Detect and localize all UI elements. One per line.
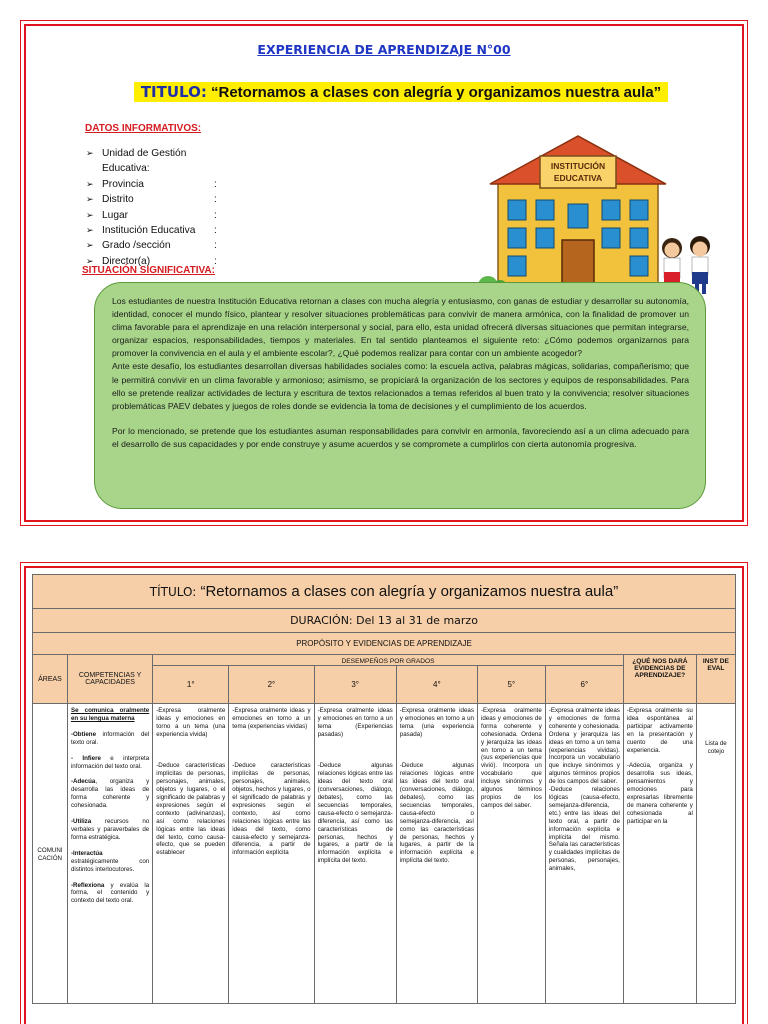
- desempeno-grade-2: -Expresa oralmente ideas y emociones en torno a un tema (experiencias vividas) -Deduce características implícitas de personas, personajes, animales, objetos, hechos y lugares, o el significado de palabras y expresiones según el contexto, así como relaciones lógicas entre las ideas del texto, como causa-efecto y semejanza-diferencia, a partir de información explícita: [229, 704, 314, 1004]
- grade-header-5: 5°: [477, 666, 545, 704]
- info-list: [86, 146, 386, 269]
- info-item: ➢ Distrito :: [86, 192, 386, 207]
- sign-line-2: EDUCATIVA: [553, 173, 603, 183]
- desempeno-grade-3: -Expresa oralmente ideas y emociones en torno a un tema (Experiencias pasadas) -Deduce algunas relaciones lógicas entre las ideas del texto oral (conversaciones, diálogo, debates), como las secuencias temporales, causa-efecto o semejanza-diferencia, así como las características de personas, hechos y lugares, a partir de la información explícita e implícita del texto.: [314, 704, 396, 1004]
- info-item: ➢ Provincia :: [86, 177, 386, 192]
- datos-informativos-heading: DATOS INFORMATIVOS:: [85, 123, 202, 134]
- arrow-bullet-icon: ➢: [86, 225, 94, 236]
- situacion-text-box: [94, 282, 706, 509]
- info-item: ➢ Director(a) :: [86, 254, 386, 269]
- header-instrumento: INST DE EVAL: [696, 655, 735, 704]
- table-row: [33, 704, 736, 1004]
- header-desempenos: DESEMPEÑOS POR GRADOS: [153, 655, 624, 666]
- arrow-bullet-icon: ➢: [86, 209, 94, 220]
- situacion-significativa-heading: SITUACIÓN SIGNIFICATIVA:: [82, 265, 215, 276]
- grade-header-1: 1°: [153, 666, 229, 704]
- document-page-1: [24, 24, 744, 522]
- info-item: ➢ Grado /sección :: [86, 238, 386, 253]
- grade-header-2: 2°: [229, 666, 314, 704]
- capacidad-item: -Reflexiona y evalúa la forma, el contenido y contexto del texto oral.: [70, 881, 150, 905]
- desempeno-grade-5: -Expresa oralmente ideas y emociones de forma coherente y cohesionada. Ordena y jerarquiza las ideas en torno a un tema (sus experiencias que vivió). Incorpora un vocabulario que incluye sinónimos y algunos términos propios de los campos del saber.: [477, 704, 545, 1004]
- desempeno-grade-1: -Expresa oralmente ideas y emociones en torno a un tema (una experiencia vivida) -Deduce características implícitas de personas, personajes, animales, objetos y lugares, o el significado de palabras y expresiones según el contexto (adivinanzas), así como relaciones lógicas entre las ideas del texto, como causa-efecto, que se pueden establecer: [153, 704, 229, 1004]
- header-evidencias: ¿QUÉ NOS DARÁ EVIDENCIAS DE APRENDIZAJE?: [623, 655, 696, 704]
- arrow-bullet-icon: ➢: [86, 148, 94, 158]
- info-item: ➢ Institución Educativa :: [86, 223, 386, 238]
- grade-header-6: 6°: [545, 666, 623, 704]
- capacidad-item: - Infiere e interpreta información del texto oral.: [70, 754, 150, 770]
- capacidad-item: -Adecúa, organiza y desarrolla las ideas de forma coherente y cohesionada.: [70, 778, 150, 810]
- arrow-bullet-icon: ➢: [86, 194, 94, 205]
- sign-line-1: INSTITUCIÓN: [550, 161, 606, 171]
- instrumento-cell: Lista de cotejo: [696, 704, 735, 1004]
- experience-title: [134, 82, 668, 102]
- area-cell: COMUNI CACIÓN: [33, 704, 68, 1004]
- capacidad-item: -Interactúa estratégicamente con distintos interlocutores.: [70, 849, 150, 873]
- situacion-paragraph-1: Los estudiantes de nuestra Institución Educativa retornan a clases con mucha alegría y entusiasmo, con ganas de estudiar y desarrollar su autonomía, identidad, conocer el mundo físico, plantear y resolver situaciones problemáticas para convivir de manera armónica, con la finalidad de promover un clima favorable para el aprendizaje en una relación interpersonal y social, para ello, esta unidad ofrecerá diversas situaciones que permitan integrarse, organizar espacios, responsabilidades, tiempos y materiales. En tal sentido planteamos el siguiente reto: ¿Cómo podemos organizarnos para promover la convivencia en el aula y el ambiente escolar?, ¿Qué podemos realizar para contar con un ambiente acogedor?: [112, 296, 689, 359]
- arrow-bullet-icon: ➢: [86, 178, 94, 189]
- capacidad-item: -Utiliza recursos no verbales y paraverbales de forma estratégica.: [70, 818, 150, 841]
- purpose-heading: PROPÓSITO Y EVIDENCIAS DE APRENDIZAJE: [33, 633, 736, 655]
- desempeno-grade-4: -Expresa oralmente ideas y emociones en torno a un tema (una experiencia pasada) -Deduce algunas relaciones lógicas entre las ideas del texto oral (conversaciones, diálogo, debates), como las secuencias temporales, causa-efecto o semejanza-diferencia, así como las características de personas, hechos y lugares, a partir de la información explícita e implícita del texto.: [396, 704, 477, 1004]
- arrow-bullet-icon: ➢: [86, 240, 94, 251]
- info-item: ➢ Unidad de Gestión Educativa:: [86, 146, 386, 177]
- grade-header-3: 3°: [314, 666, 396, 704]
- header-competencias: COMPETENCIAS Y CAPACIDADES: [67, 655, 152, 704]
- arrow-bullet-icon: ➢: [86, 255, 94, 266]
- situacion-paragraph-2: Ante este desafío, los estudiantes desarrollan diversas habilidades sociales como: la escuela activa, palabras mágicas, solidarias, compañerismo; que le permitirá convivir en un clima favorable y armonioso; asimismo, se propiciará la organización de los sectores y equipos de responsabilidades. Para ello se pretende realizar actividades de lectura y escritura de textos relacionados a temas referidos al buen trato y la convivencia; resolver situaciones problemáticas PAEV debates y juegos de roles donde se evidencia la toma de decisiones y el cumplimiento de los acuerdos.: [112, 361, 689, 411]
- title-text: “Retornamos a clases con alegría y organizamos nuestra aula”: [211, 84, 662, 101]
- capacidad-item: -Obtiene información del texto oral.: [70, 730, 150, 746]
- duration-row: DURACIÓN: Del 13 al 31 de marzo: [33, 609, 736, 633]
- table-title: [33, 575, 736, 609]
- document-page-2: [24, 566, 744, 1024]
- competencia-cell: [67, 704, 152, 1004]
- evidencia-cell: -Expresa oralmente su idea espontánea al participar activamente en la presentación y cuento de una experiencia. -Adecúa, organiza y desarrolla sus ideas, pensamientos y emociones para expresarlas libremente de manera coherente y cohesionada al participar en la: [623, 704, 696, 1004]
- school-building-illustration: [476, 122, 716, 302]
- learning-purpose-table: [32, 574, 736, 1004]
- title-label: TITULO:: [140, 83, 207, 101]
- table-title-label: TÍTULO:: [149, 585, 197, 599]
- desempeno-grade-6: -Expresa oralmente ideas y emociones de forma coherente y cohesionada. Ordena y jerarquiza las ideas en torno a un tema (experiencias vividas). Incorpora un vocabulario que incluye sinónimos y algunos términos propios de los campos del saber. -Deduce relaciones lógicas (causa-efecto, semejanza-diferencia, etc.) entre las ideas del texto oral, a partir de información explícita e implícita del mismo. Señala las características y cualidades implícitas de personas, personajes, animales,: [545, 704, 623, 1004]
- grade-header-4: 4°: [396, 666, 477, 704]
- experience-heading: EXPERIENCIA DE APRENDIZAJE N°00: [257, 42, 511, 57]
- table-title-text: “Retornamos a clases con alegría y organizamos nuestra aula”: [200, 583, 619, 600]
- situacion-paragraph-3: Por lo mencionado, se pretende que los estudiantes asuman responsabilidades para convivir en armonía, favoreciendo así a un clima adecuado para el desarrollo de sus capacidades y por ende construye y asume acuerdos y se compromete a cumplirlos con cierta autonomía progresiva.: [112, 425, 689, 449]
- info-item: ➢ Lugar :: [86, 208, 386, 223]
- header-areas: ÁREAS: [33, 655, 68, 704]
- competencia-title: Se comunica oralmente en su lengua materna: [70, 707, 150, 722]
